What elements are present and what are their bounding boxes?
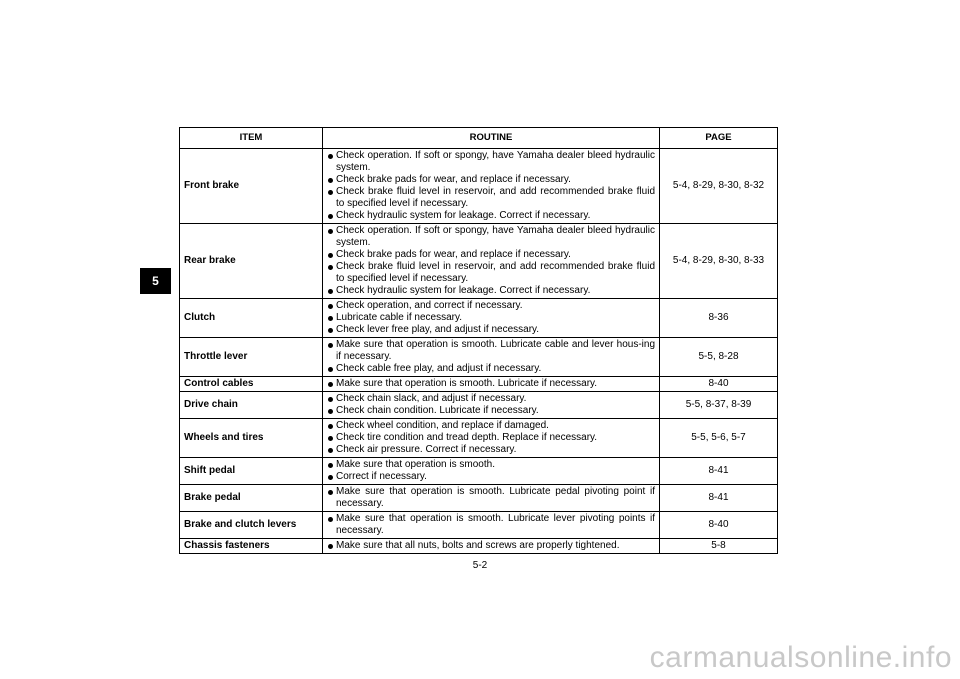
routine-step: Check chain slack, and adjust if necessary. [327, 393, 655, 405]
routine-step: Check wheel condition, and replace if damaged. [327, 420, 655, 432]
routine-list [327, 420, 655, 456]
routine-step: Check brake fluid level in reservoir, and add recommended brake fluid to specified level if necessary. [327, 186, 655, 210]
routine-step: Check operation. If soft or spongy, have Yamaha dealer bleed hydraulic system. [327, 150, 655, 174]
routine-step: Lubricate cable if necessary. [327, 312, 655, 324]
row-item: Drive chain [180, 392, 323, 419]
row-page-ref: 8-40 [660, 512, 778, 539]
routine-list [327, 540, 655, 552]
table-row [180, 377, 778, 392]
table-body [180, 149, 778, 554]
routine-step: Make sure that operation is smooth. Lubricate pedal pivoting point if necessary. [327, 486, 655, 510]
routine-list [327, 378, 655, 390]
routine-step: Check operation, and correct if necessary. [327, 300, 655, 312]
section-tab: 5 [140, 268, 171, 294]
routine-step: Check operation. If soft or spongy, have Yamaha dealer bleed hydraulic system. [327, 225, 655, 249]
row-routine [323, 392, 660, 419]
row-routine [323, 539, 660, 554]
routine-list [327, 459, 655, 483]
table-row [180, 539, 778, 554]
routine-list [327, 513, 655, 537]
table-header-row [180, 128, 778, 149]
table-row [180, 392, 778, 419]
row-item: Wheels and tires [180, 419, 323, 458]
routine-step: Make sure that operation is smooth. [327, 459, 655, 471]
row-routine [323, 149, 660, 224]
routine-step: Make sure that all nuts, bolts and screws are properly tightened. [327, 540, 655, 552]
page-number: 5-2 [472, 560, 488, 571]
row-item: Brake and clutch levers [180, 512, 323, 539]
routine-list [327, 300, 655, 336]
row-routine [323, 299, 660, 338]
row-page-ref: 5-4, 8-29, 8-30, 8-33 [660, 224, 778, 299]
row-page-ref: 8-36 [660, 299, 778, 338]
header-routine: ROUTINE [323, 128, 660, 149]
header-item: ITEM [180, 128, 323, 149]
row-routine [323, 338, 660, 377]
routine-step: Correct if necessary. [327, 471, 655, 483]
row-item: Chassis fasteners [180, 539, 323, 554]
routine-list [327, 339, 655, 375]
routine-step: Make sure that operation is smooth. Lubricate if necessary. [327, 378, 655, 390]
routine-step: Check hydraulic system for leakage. Correct if necessary. [327, 285, 655, 297]
routine-step: Check air pressure. Correct if necessary. [327, 444, 655, 456]
table-row [180, 299, 778, 338]
row-item: Shift pedal [180, 458, 323, 485]
table-row [180, 224, 778, 299]
routine-step: Check lever free play, and adjust if necessary. [327, 324, 655, 336]
routine-step: Make sure that operation is smooth. Lubricate cable and lever hous-ing if necessary. [327, 339, 655, 363]
row-routine [323, 377, 660, 392]
routine-step: Check cable free play, and adjust if necessary. [327, 363, 655, 375]
row-page-ref: 8-41 [660, 458, 778, 485]
row-page-ref: 8-40 [660, 377, 778, 392]
row-page-ref: 5-5, 8-28 [660, 338, 778, 377]
table-row [180, 338, 778, 377]
routine-list [327, 393, 655, 417]
header-page: PAGE [660, 128, 778, 149]
row-item: Brake pedal [180, 485, 323, 512]
row-item: Clutch [180, 299, 323, 338]
table-row [180, 149, 778, 224]
watermark: carmanualsonline.info [649, 641, 952, 674]
routine-list [327, 225, 655, 297]
routine-list [327, 486, 655, 510]
table-row [180, 458, 778, 485]
maintenance-table [179, 127, 778, 554]
row-page-ref: 5-4, 8-29, 8-30, 8-32 [660, 149, 778, 224]
row-item: Rear brake [180, 224, 323, 299]
row-routine [323, 485, 660, 512]
row-item: Throttle lever [180, 338, 323, 377]
row-page-ref: 5-5, 5-6, 5-7 [660, 419, 778, 458]
table-row [180, 512, 778, 539]
routine-step: Check hydraulic system for leakage. Correct if necessary. [327, 210, 655, 222]
routine-step: Check brake pads for wear, and replace if necessary. [327, 174, 655, 186]
table-row [180, 419, 778, 458]
routine-step: Check brake pads for wear, and replace if necessary. [327, 249, 655, 261]
routine-step: Make sure that operation is smooth. Lubricate lever pivoting points if necessary. [327, 513, 655, 537]
routine-step: Check brake fluid level in reservoir, and add recommended brake fluid to specified level if necessary. [327, 261, 655, 285]
row-page-ref: 8-41 [660, 485, 778, 512]
row-item: Front brake [180, 149, 323, 224]
routine-step: Check tire condition and tread depth. Replace if necessary. [327, 432, 655, 444]
row-routine [323, 512, 660, 539]
row-page-ref: 5-5, 8-37, 8-39 [660, 392, 778, 419]
row-routine [323, 419, 660, 458]
table-row [180, 485, 778, 512]
routine-step: Check chain condition. Lubricate if necessary. [327, 405, 655, 417]
row-item: Control cables [180, 377, 323, 392]
row-routine [323, 224, 660, 299]
row-routine [323, 458, 660, 485]
routine-list [327, 150, 655, 222]
row-page-ref: 5-8 [660, 539, 778, 554]
